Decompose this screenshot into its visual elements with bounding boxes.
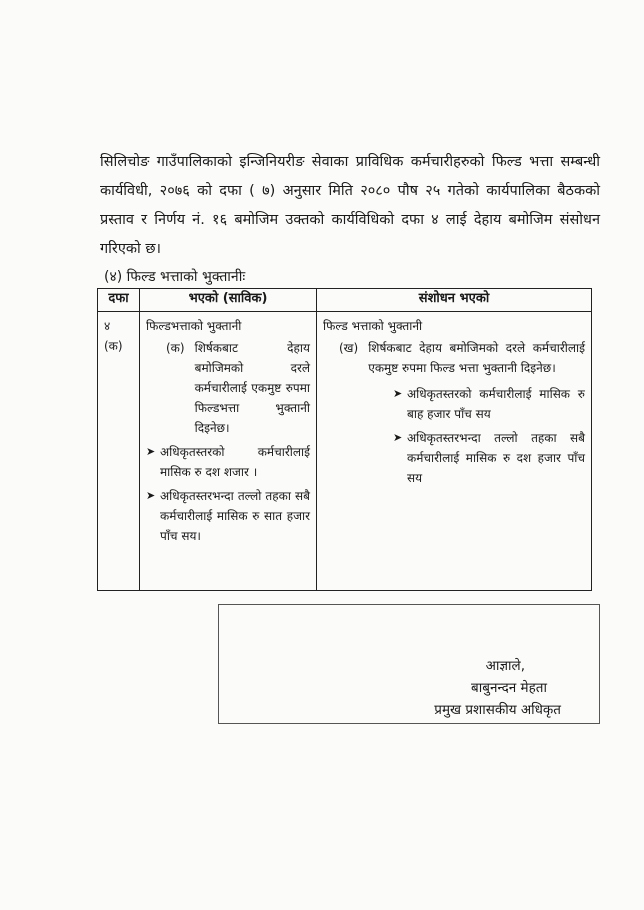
new-bullet-text: अधिकृतस्तरको कर्मचारीलाई मासिक रु बाह हजार पाँच सय <box>407 387 585 421</box>
table-header-row <box>98 289 592 312</box>
old-bullet-item <box>146 442 310 482</box>
old-provision-cell <box>140 312 317 591</box>
header-old: भएको (साविक) <box>140 289 317 312</box>
section-heading: (४) फिल्ड भत्ताको भुक्तानीः <box>104 269 246 285</box>
dafa-cell <box>98 312 140 591</box>
old-clause-text: शिर्षकबाट देहाय बमोजिमको दरले कर्मचारीलाई एकमुष्ट रुपमा फिल्डभत्ता भुक्तानी दिइनेछ। <box>194 341 310 435</box>
dafa-sub: (क) <box>104 339 123 353</box>
header-dafa: दफा <box>98 289 140 312</box>
old-clause-mark: (क) <box>166 341 185 355</box>
new-bullet-item <box>393 428 585 488</box>
old-bullet-text: अधिकृतस्तरको कर्मचारीलाई मासिक रु दश शजार । <box>160 445 310 479</box>
old-bullet-text: अधिकृतस्तरभन्दा तल्लो तहका सबै कर्मचारीलाई मासिक रु सात हजार पाँच सय। <box>160 489 310 543</box>
new-clause-text: शिर्षकबाट देहाय बमोजिमको दरले कर्मचारीलाई एकमुष्ट रुपमा फिल्ड भत्ता भुक्तानी दिइनेछ। <box>368 341 585 375</box>
new-clause-mark: (ख) <box>339 341 359 355</box>
new-clause <box>339 338 585 378</box>
signature-block <box>434 655 561 721</box>
signatory-name: बाबुनन्दन मेहता <box>471 680 547 696</box>
signature-box <box>218 604 600 724</box>
table-row <box>98 312 592 591</box>
signatory-title: प्रमुख प्रशासकीय अधिकृत <box>434 702 561 718</box>
new-bullet-list <box>393 384 585 488</box>
intro-paragraph: सिलिचोङ गाउँपालिकाको इन्जिनियरीङ सेवाका प्राविधिक कर्मचारीहरुको फिल्ड भत्ता सम्बन्धी कार्यविधी, २०७६ को दफा ( ७) अनुसार मिति २०८० पौष २५ गतेको कार्यपालिका बैठकको प्रस्ताव र निर्णय नं. १६ बमोजिम उक्तको कार्यविधिको दफा ४ लाई देहाय बमोजिम संसोधन गरिएको छ। <box>100 154 600 257</box>
amendment-table <box>97 288 592 591</box>
signature-order-line: आज्ञाले, <box>485 658 525 674</box>
arrow-bullet-icon: ➤ <box>393 431 403 444</box>
intro-paragraph-block <box>100 148 600 264</box>
new-title: फिल्ड भत्ताको भुक्तानी <box>323 319 423 333</box>
arrow-bullet-icon: ➤ <box>393 387 403 400</box>
dafa-number: ४ <box>104 319 111 333</box>
new-bullet-item <box>393 384 585 424</box>
arrow-bullet-icon: ➤ <box>146 489 156 502</box>
header-new: संशोधन भएको <box>317 289 592 312</box>
old-title: फिल्डभत्ताको भुक्तानी <box>146 319 242 333</box>
new-provision-cell <box>317 312 592 591</box>
old-clause <box>166 338 310 438</box>
new-bullet-text: अधिकृतस्तरभन्दा तल्लो तहका सबै कर्मचारीलाई मासिक रु दश हजार पाँच सय <box>407 431 585 485</box>
arrow-bullet-icon: ➤ <box>146 445 156 458</box>
old-bullet-item <box>146 486 310 546</box>
